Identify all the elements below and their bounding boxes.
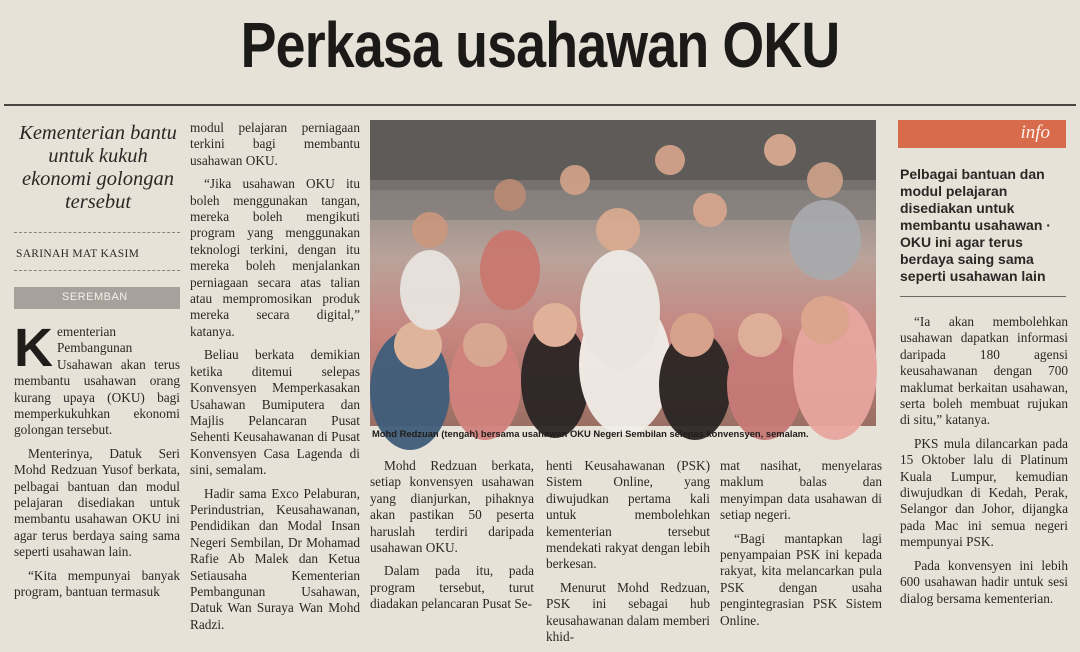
article-column-2 bbox=[190, 120, 360, 640]
headline: Perkasa usahawan OKU bbox=[240, 9, 840, 81]
info-box-text: Pelbagai bantuan dan modul pelajaran disediakan untuk membantu usahawan · OKU ini agar terus berdaya saing sama seperti usahawan lain bbox=[900, 166, 1051, 284]
location-label: SEREMBAN bbox=[62, 291, 128, 303]
article-column-4 bbox=[546, 458, 710, 652]
article-column-3 bbox=[370, 458, 534, 620]
article-column-5 bbox=[720, 458, 882, 636]
paragraph: Menterinya, Datuk Seri Mohd Redzuan Yusof berkata, pelbagai bantuan dan modul pelajaran disediakan untuk membantu usahawan OKU ini agar terus berdaya saing sama seperti usahawan lain. bbox=[14, 445, 180, 560]
paragraph: mat nasihat, menyelaras maklum balas dan menyimpan data usahawan di setiap negeri. bbox=[720, 458, 882, 523]
paragraph: Dalam pada itu, pada program tersebut, turut diadakan pelancaran Pusat Se- bbox=[370, 563, 534, 612]
article-column-6 bbox=[900, 314, 1068, 614]
paragraph: modul pelajaran perniagaan terkini bagi membantu usahawan OKU. bbox=[190, 120, 360, 168]
paragraph: Pada konvensyen ini lebih 600 usahawan hadir untuk sesi dialog bersama kementerian. bbox=[900, 557, 1068, 606]
photo-caption: Mohd Redzuan (tengah) bersama usahawan OKU Negeri Sembilan selepas konvensyen, semalam. bbox=[372, 428, 809, 439]
crowd-photo-illustration bbox=[370, 120, 876, 426]
paragraph: henti Keusahawanan (PSK) Sistem Online, yang diwujudkan pertama kali untuk membolehkan kementerian tersebut mendekati rakyat dengan lebih berkesan. bbox=[546, 458, 710, 572]
lead-paragraph: Kementerian Pembangunan Usahawan akan terus membantu usahawan orang kurang upaya (OKU) bagi memperkukuhkan ekonomi golongan tersebut. bbox=[14, 318, 180, 438]
paragraph: Hadir sama Exco Pelaburan, Perindustrian, Keusahawanan, Pendidikan dan Modal Insan Negeri Sembilan, Dr Mohamad Rafie Ab Malek dan Ketua Setiausaha Kementerian Pembangunan Usahawan, Datuk Wan Suraya Wan Mohd Radzi. bbox=[190, 485, 360, 632]
paragraph: Beliau berkata demikian ketika ditemui selepas Konvensyen Memperkasakan Usahawan Bumiputera dan Majlis Pelancaran Pusat Sehenti Keusahawanan di Pusat Konvensyen Casa Lagenda di sini, semalam. bbox=[190, 347, 360, 478]
paragraph: “Jika usahawan OKU itu boleh menggunakan tangan, mereka boleh mengikuti program yang menggunakan teknologi terkini, dengan itu mereka boleh menjalankan perniagaan secara atas talian atau mempromosikan produk mereka secara digital,” katanya. bbox=[190, 176, 360, 339]
drop-cap: K bbox=[14, 318, 53, 378]
headline-rule bbox=[4, 104, 1076, 106]
info-divider bbox=[900, 296, 1066, 297]
article-column-1 bbox=[14, 318, 180, 608]
info-tag-label: info bbox=[1020, 122, 1050, 143]
paragraph: Mohd Redzuan berkata, setiap konvensyen usahawan yang dianjurkan, pihaknya akan pastikan 50 peserta haruslah terdiri daripada usahawan OKU. bbox=[370, 458, 534, 556]
paragraph: “Kita mempunyai banyak program, bantuan termasuk bbox=[14, 567, 180, 600]
info-tag bbox=[898, 120, 1066, 148]
paragraph: “Bagi mantapkan lagi penyampaian PSK ini kepada rakyat, kita melancarkan pula PSK dengan usaha pengintegrasian PSK Sistem Online. bbox=[720, 530, 882, 628]
dashed-divider bbox=[14, 232, 180, 233]
byline: SARINAH MAT KASIM bbox=[16, 248, 140, 260]
paragraph: PKS mula dilancarkan pada 15 Oktober lalu di Platinum Kuala Lumpur, kemudian diwujudkan di Kedah, Perak, Selangor dan Johor, dijangka pada Mac ini semua negeri mempunyai PSK. bbox=[900, 435, 1068, 550]
standfirst: Kementerian bantu untuk kukuh ekonomi golongan tersebut bbox=[19, 122, 177, 213]
paragraph: Menurut Mohd Redzuan, PSK ini sebagai hub keusahawanan dalam memberi khid- bbox=[546, 579, 710, 645]
paragraph: “Ia akan membolehkan usahawan dapatkan informasi daripada 180 agensi keusahawanan dengan 700 maklumat berkaitan usahawan, serta boleh membuat rujukan di situ,” katanya. bbox=[900, 314, 1068, 428]
location-bar bbox=[14, 287, 180, 309]
news-photo bbox=[370, 120, 876, 426]
dashed-divider bbox=[14, 270, 180, 271]
